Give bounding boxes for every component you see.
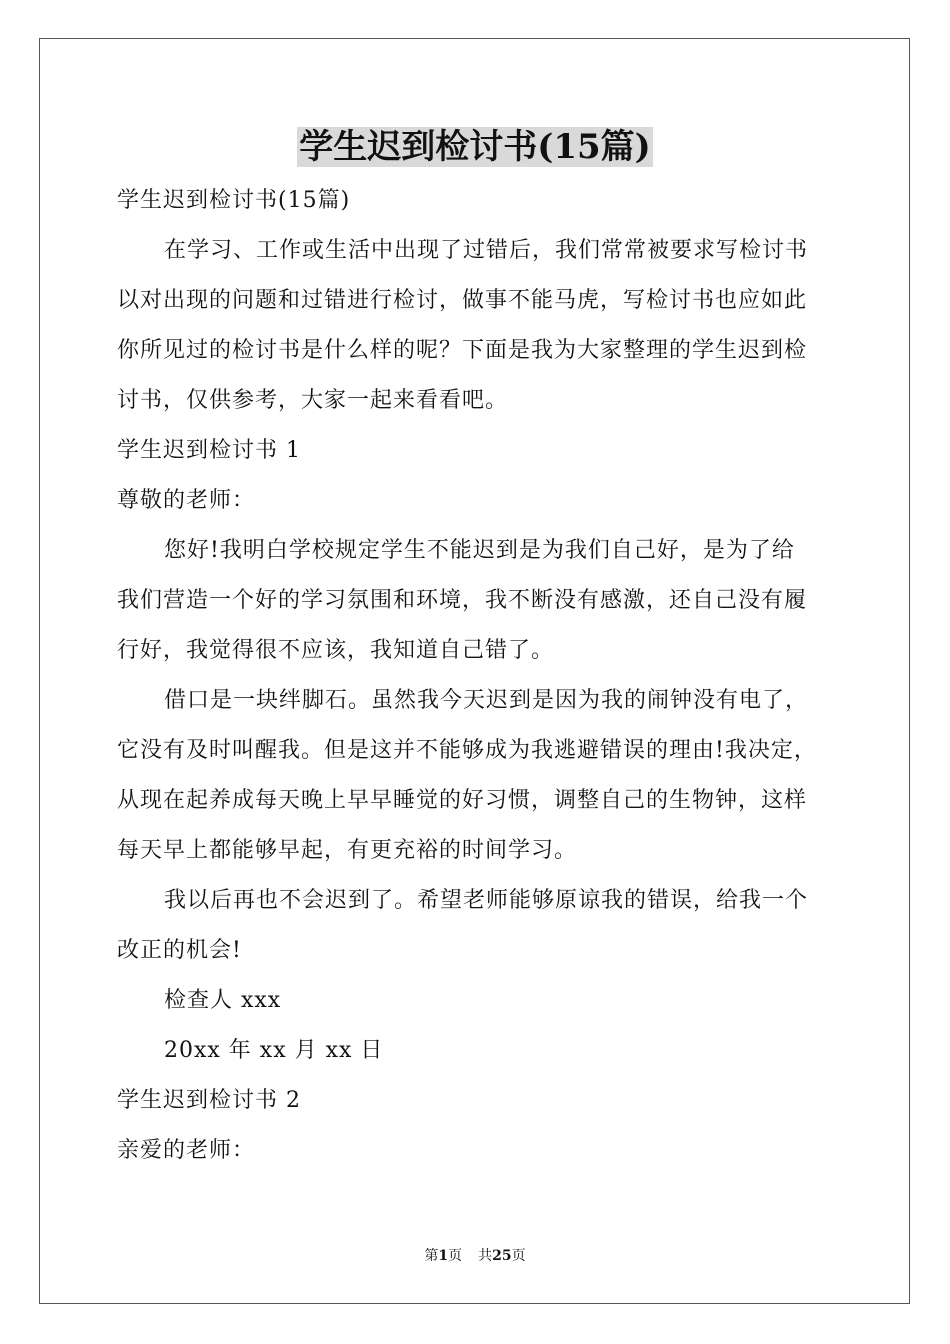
total-prefix: 共 <box>478 1248 493 1264</box>
text-line: 检查人 xxx <box>164 988 282 1013</box>
text-line: 从现在起养成每天晚上早早睡觉的好习惯，调整自己的生物钟，这样 <box>117 788 808 813</box>
text-line: 我们营造一个好的学习氛围和环境，我不断没有感激，还自己没有履 <box>117 588 808 613</box>
document-title-text: 学生迟到检讨书(15篇) <box>299 127 651 167</box>
text-line: 20xx 年 xx 月 xx 日 <box>164 1038 384 1063</box>
text-line: 学生迟到检讨书(15篇) <box>117 188 351 213</box>
text-line: 改正的机会! <box>117 938 242 963</box>
document-title <box>0 124 950 170</box>
page-prefix: 第 <box>424 1248 439 1264</box>
text-line: 你所见过的检讨书是什么样的呢？下面是我为大家整理的学生迟到检 <box>117 338 808 363</box>
text-line: 您好!我明白学校规定学生不能迟到是为我们自己好，是为了给 <box>164 538 795 563</box>
text-line: 学生迟到检讨书 1 <box>117 438 301 463</box>
page-number: 1 <box>438 1248 449 1264</box>
page-footer <box>0 1246 950 1266</box>
text-line: 行好，我觉得很不应该，我知道自己错了。 <box>117 638 555 663</box>
text-line: 每天早上都能够早起，有更充裕的时间学习。 <box>117 838 578 863</box>
text-line: 在学习、工作或生活中出现了过错后，我们常常被要求写检讨书 <box>164 238 809 263</box>
text-line: 讨书，仅供参考，大家一起来看看吧。 <box>117 388 509 413</box>
total-pages: 25 <box>492 1248 512 1264</box>
text-line: 亲爱的老师： <box>117 1138 256 1163</box>
text-line: 它没有及时叫醒我。但是这并不能够成为我逃避错误的理由!我决定， <box>117 738 817 763</box>
total-suffix: 页 <box>511 1248 526 1264</box>
text-line: 我以后再也不会迟到了。希望老师能够原谅我的错误，给我一个 <box>164 888 809 913</box>
text-line: 以对出现的问题和过错进行检讨，做事不能马虎，写检讨书也应如此 <box>117 288 808 313</box>
document-body <box>117 176 857 1176</box>
text-line: 学生迟到检讨书 2 <box>117 1088 301 1113</box>
page-suffix: 页 <box>448 1248 463 1264</box>
text-line: 借口是一块绊脚石。虽然我今天迟到是因为我的闹钟没有电了， <box>164 688 809 713</box>
text-line: 尊敬的老师： <box>117 488 256 513</box>
